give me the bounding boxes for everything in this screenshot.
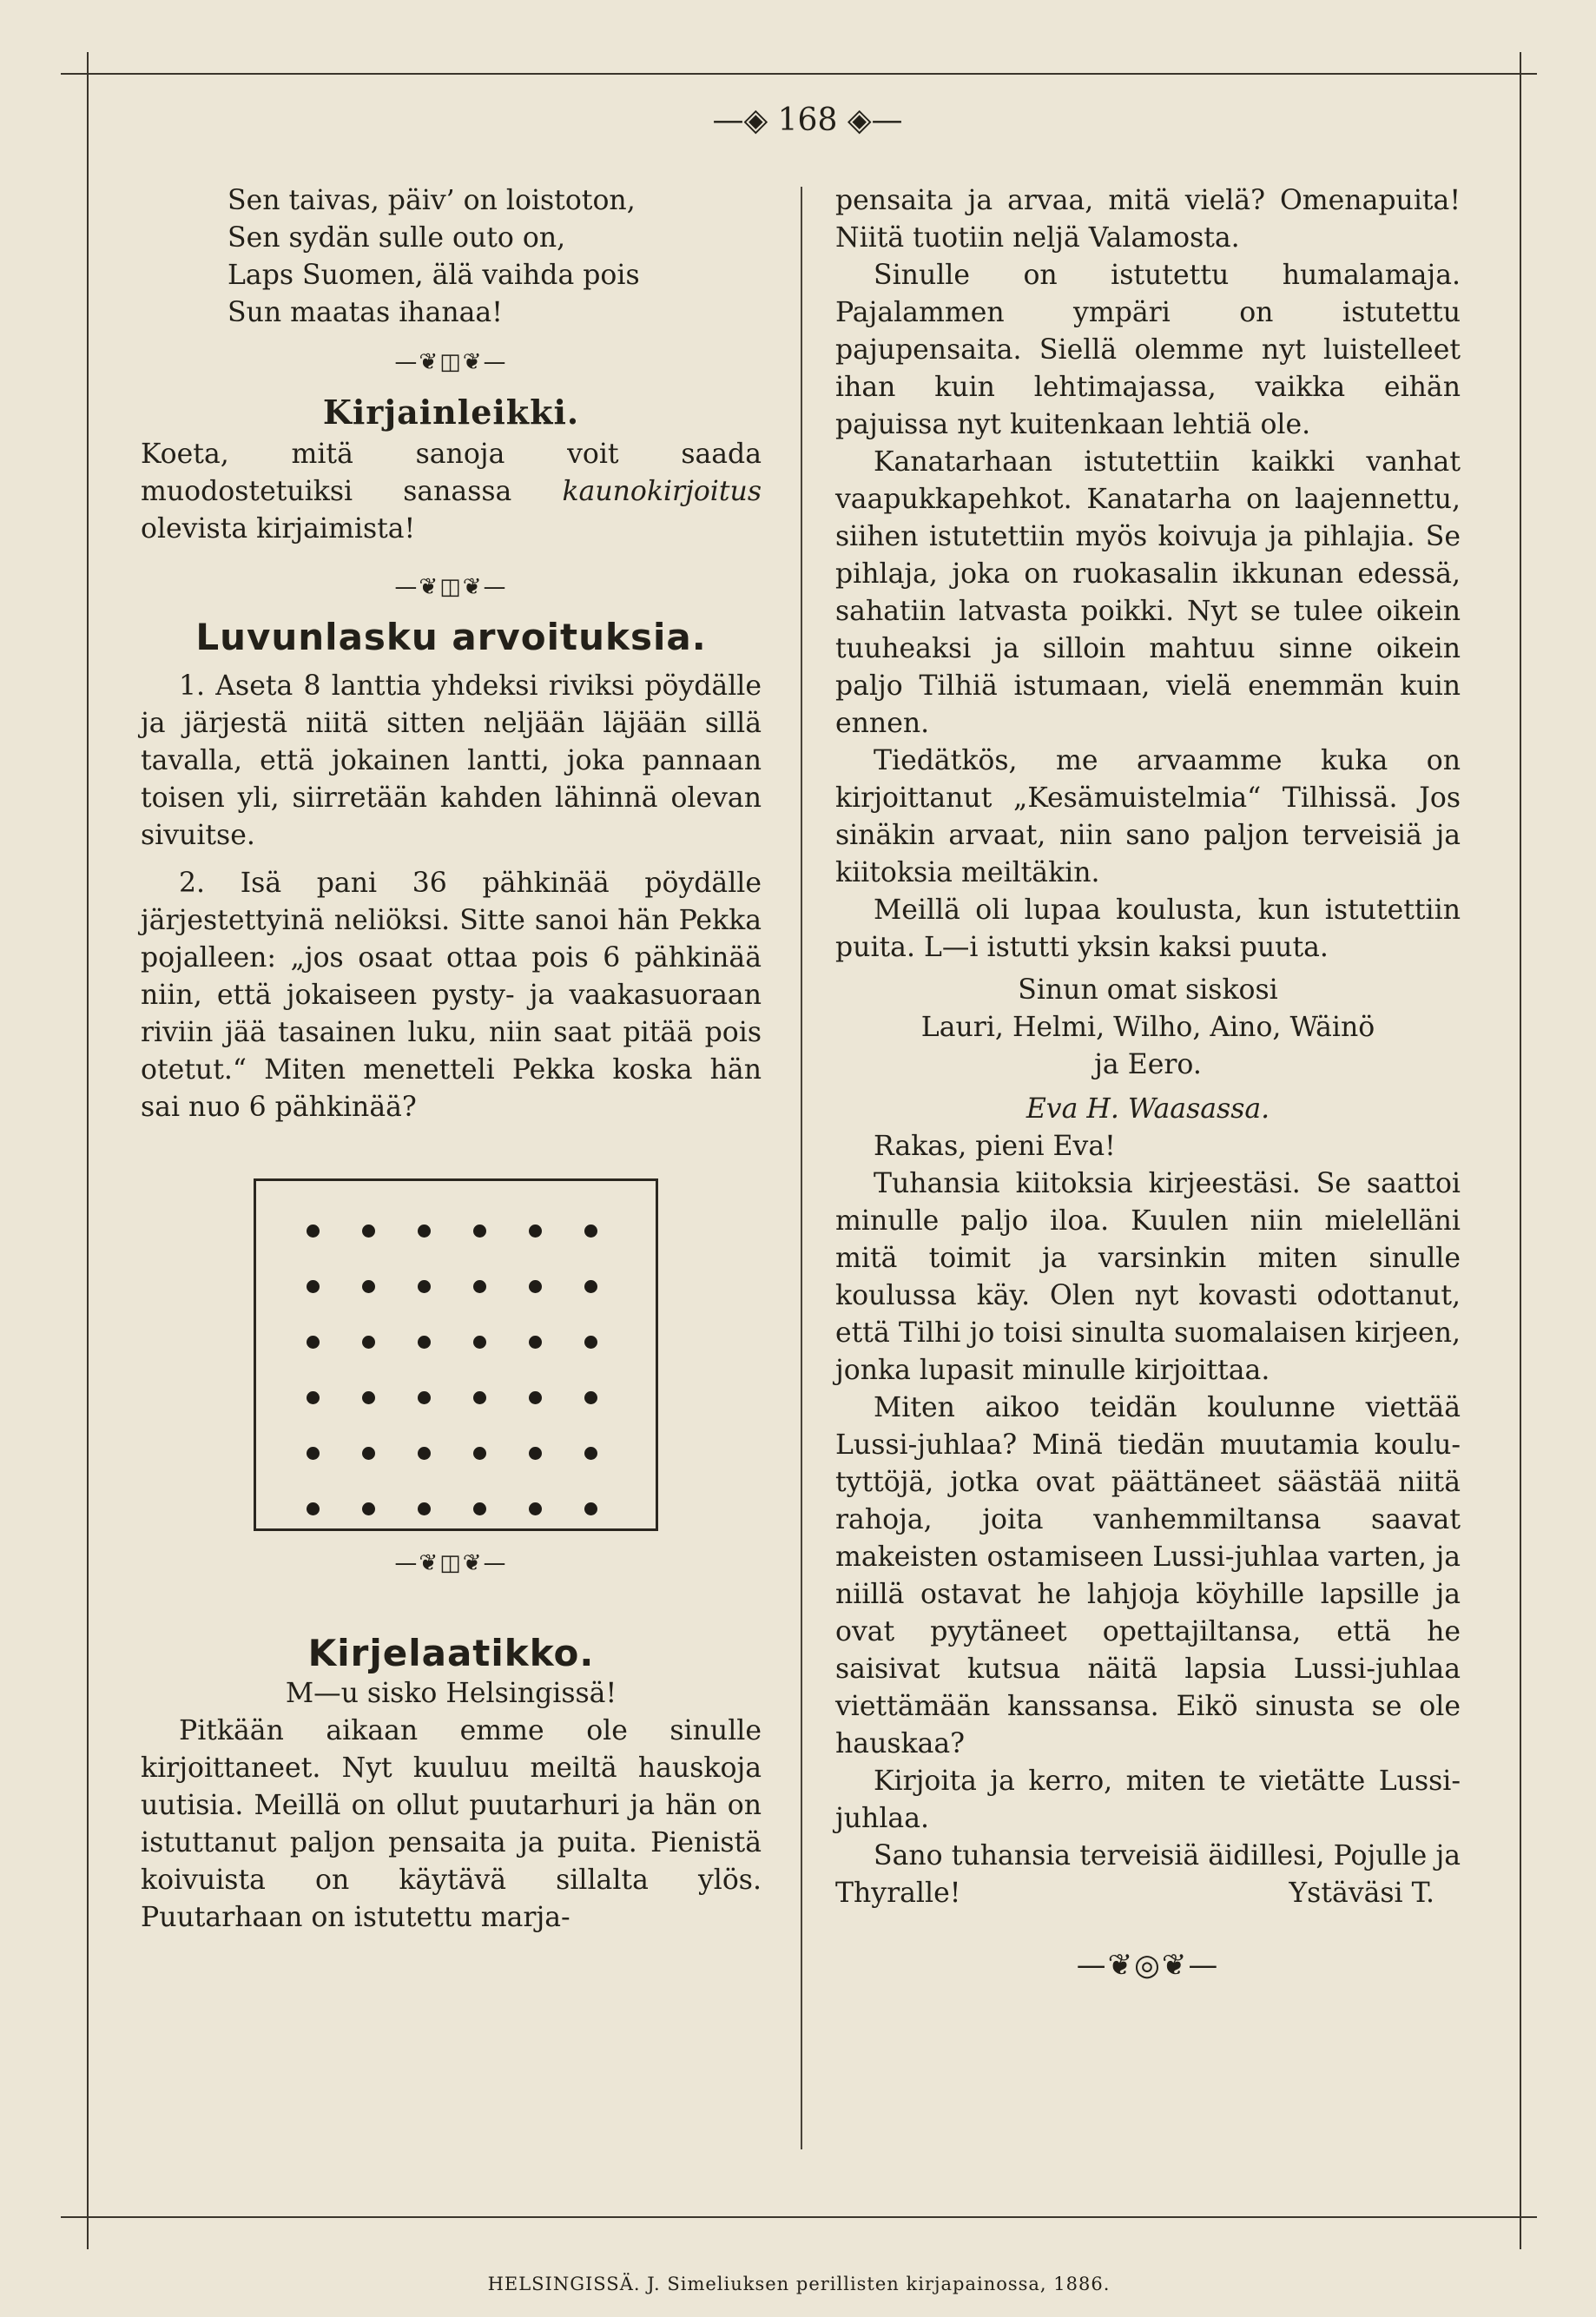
right-rule (1520, 52, 1521, 2249)
nut-dot (362, 1336, 375, 1349)
riddle-2: 2. Isä pani 36 pähkinää pöydälle järjestettyinä neliöksi. Sitte sanoi hän Pekka pojalleen: „jos osaat ottaa pois 6 pähkinää niin, että jokaiseen pysty- ja vaakasuoraan riviin jää tasainen luku, niin saat pitää pois otetut.“ Miten menetteli Pekka koska hän sai nuo 6 pähkinää? (141, 868, 762, 1123)
nut-dot (307, 1447, 320, 1460)
letter-2-signature: Ystäväsi T. (1289, 1878, 1434, 1909)
kirjelaatikko-heading: Kirjelaatikko. (307, 1632, 595, 1674)
nut-dot (529, 1336, 542, 1349)
nut-dot (584, 1447, 597, 1460)
nut-dot (529, 1225, 542, 1238)
poem-line: Sun maatas ihanaa! (228, 297, 503, 328)
nut-dot (418, 1280, 431, 1293)
left-column (141, 182, 762, 1937)
page-number (695, 102, 920, 138)
left-rule (87, 52, 89, 2249)
nut-dot (529, 1447, 542, 1460)
riddle-1: 1. Aseta 8 lanttia yhdeksi riviksi pöydälle ja järjestä niitä sitten neljään läjään sillä tavalla, että jokainen lantti, joka pannaan toisen yli, siirretään kahden lähinnä olevan sivuitse. (141, 670, 762, 851)
nut-dot (473, 1391, 486, 1404)
nut-dot (307, 1391, 320, 1404)
section-ornament: —❦◫❦— (394, 574, 508, 600)
letter-1-names-2: ja Eero. (1094, 1049, 1202, 1080)
kirjainleikki-heading: Kirjainleikki. (322, 393, 580, 432)
poem (228, 182, 762, 332)
nut-dot (529, 1280, 542, 1293)
nut-dot (584, 1391, 597, 1404)
nut-dot (362, 1280, 375, 1293)
top-rule (61, 73, 1537, 75)
letter-2-paragraph: Miten aikoo teidän koulunne viettää Lussi-juhlaa? Minä tiedän muutamia koulu-tyttöjä, jotka ovat päättäneet säästää niitä rahoja, joita vanhemmiltansa saavat makeisten ostamiseen Lussi-juhlaa varten, ja niillä ostavat he lahjoja köyhille lapsille ja ovat pyytäneet opettajiltansa, että he saisivat kutsua näitä lapsia Lussi-juhlaa viettämään kanssansa. Eikö sinusta se ole hauskaa? (835, 1392, 1461, 1759)
letter-1-names: Lauri, Helmi, Wilho, Aino, Wäinö (920, 1012, 1375, 1043)
letter-2-heading: Eva H. Waasassa. (1026, 1093, 1270, 1125)
page-number-value: 168 (777, 102, 838, 138)
page-number-ornament-left: —◈ (712, 102, 768, 138)
nut-dot (529, 1502, 542, 1515)
nut-dot (584, 1225, 597, 1238)
nut-dot (307, 1502, 320, 1515)
nut-dot (584, 1336, 597, 1349)
nut-dot (307, 1280, 320, 1293)
nut-dot (307, 1336, 320, 1349)
bottom-rule (61, 2216, 1537, 2218)
nut-dot (307, 1225, 320, 1238)
letter-2-paragraph: Tuhansia kiitoksia kirjeestäsi. Se saattoi minulle paljo iloa. Kuulen niin mielelläni mitä toimit ja varsinkin miten sinulle koulussa käy. Olen nyt kovasti odottanut, että Tilhi jo toisi sinulta suomalaisen kirjeen, jonka lupasit minulle kirjoittaa. (835, 1168, 1461, 1386)
nut-dot (418, 1225, 431, 1238)
letter-1-closing: Sinun omat siskosi (1018, 974, 1278, 1006)
letter-1-text: Pitkään aikaan emme ole sinulle kirjoittaneet. Nyt kuuluu meiltä hauskoja uutisia. Meillä on ollut puutarhuri ja hän on istuttanut paljon pensaita ja puita. Pienistä koivuista on käytävä sillalta ylös. Puutarhaan on istutettu marja- (141, 1715, 762, 1933)
nut-dot (473, 1280, 486, 1293)
nut-dot (362, 1502, 375, 1515)
nut-dot (362, 1447, 375, 1460)
poem-line: Laps Suomen, älä vaihda pois (228, 260, 640, 291)
kirjainleikki-text: Koeta, mitä sanoja voit saada muodostetuiksi sanassa kaunokirjoitus olevista kirjaimista! (141, 439, 762, 545)
nut-dot (529, 1391, 542, 1404)
imprint-footer: HELSINGISSÄ. J. Simeliuksen perillisten kirjapainossa, 1886. (487, 2274, 1111, 2294)
nut-dot (584, 1280, 597, 1293)
luvunlasku-heading: Luvunlasku arvoituksia. (195, 616, 707, 658)
nut-dot (418, 1502, 431, 1515)
nut-dot (473, 1336, 486, 1349)
kirjainleikki-word: kaunokirjoitus (562, 476, 762, 507)
letter-1-paragraph: Sinulle on istutettu humalamaja. Pajalammen ympäri on istutettu pajupensaita. Siellä olemme nyt luistelleet ihan kuin lehtimajassa, vaikka eihän pajuissa nyt kuitenkaan lehtiä ole. (835, 260, 1461, 440)
letter-1-paragraph: Tiedätkös, me arvaamme kuka on kirjoittanut „Kesämuistelmia“ Tilhissä. Jos sinäkin arvaat, niin sano paljon terveisiä ja kiitoksia meiltäkin. (835, 745, 1461, 888)
nut-dot (584, 1502, 597, 1515)
letter-1-salutation: M—u sisko Helsingissä! (285, 1678, 617, 1709)
letter-2-paragraph: Sano tuhansia terveisiä äidillesi, Pojulle ja Thyralle! Ystäväsi T. (835, 1838, 1461, 1912)
poem-line: Sen taivas, päiv’ on loistoton, (228, 185, 636, 216)
nut-grid-figure (254, 1178, 658, 1531)
page-number-ornament-right: ◈— (847, 102, 903, 138)
letter-2-salutation: Rakas, pieni Eva! (874, 1131, 1116, 1162)
nut-dot (473, 1502, 486, 1515)
section-ornament: —❦◫❦— (394, 349, 508, 375)
letter-1-paragraph: Kanatarhaan istutettiin kaikki vanhat vaapukkapehkot. Kanatarha on laajennettu, siihen istutettiin myös koivuja ja pihlajia. Se pihlaja, joka on ruokasalin ikkunan edessä, sahatiin latvasta poikki. Nyt se tulee oikein tuuheaksi ja silloin mahtuu sinne oikein paljo Tilhiä istumaan, vielä enemmän kuin ennen. (835, 446, 1461, 739)
letter-1-paragraph: Meillä oli lupaa koulusta, kun istutettiin puita. L—i istutti yksin kaksi puuta. (835, 894, 1461, 963)
end-ornament: —❦◎❦— (1076, 1948, 1220, 1983)
nut-dot (473, 1447, 486, 1460)
right-column (835, 182, 1461, 1997)
letter-1-continued: pensaita ja arvaa, mitä vielä? Omenapuita! Niitä tuotiin neljä Valamosta. (835, 185, 1461, 254)
letter-2-paragraph: Kirjoita ja kerro, miten te vietätte Lussi-juhlaa. (835, 1766, 1461, 1834)
section-ornament: —❦◫❦— (394, 1550, 508, 1576)
nut-dot (473, 1225, 486, 1238)
nut-dot (362, 1225, 375, 1238)
poem-line: Sen sydän sulle outo on, (228, 222, 566, 254)
column-divider (801, 187, 802, 2149)
nut-dot (418, 1447, 431, 1460)
nut-dot (418, 1391, 431, 1404)
nut-dot (362, 1391, 375, 1404)
nut-dot (418, 1336, 431, 1349)
